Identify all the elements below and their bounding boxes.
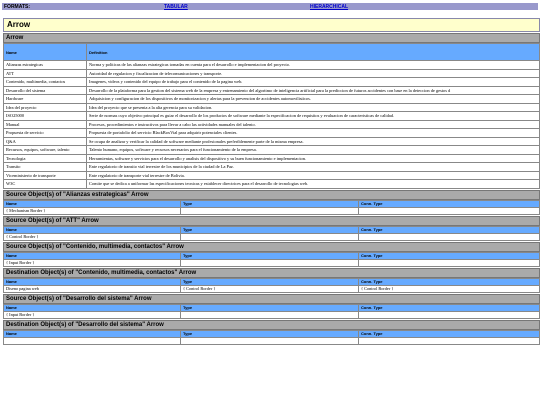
arrow-definition-cell: Idea del proyecto que se presenta a la alta gerencia para su validacion. [87,103,540,112]
object-table [3,252,540,267]
definitions-table [3,43,540,189]
table-row [4,86,540,95]
table-row [4,285,540,292]
table-row [4,69,540,78]
arrow-name-cell: ISO25000 [4,112,87,121]
object-table [3,226,540,241]
object-table [3,278,540,293]
object-type-cell [181,259,359,266]
table-row [4,259,540,266]
table-header-row [4,330,540,337]
object-type-cell: { Control Border } [181,285,359,292]
table-header-row [4,200,540,207]
table-row [4,112,540,121]
conn-type-column-header: Conn. Type [359,278,540,285]
object-section-title: Source Object(s) of "Desarrollo del sistema" Arrow [3,294,540,304]
report-content [3,18,540,345]
arrow-definition-cell: Talento humano, equipos, software y recursos necesarios para el funcionamiento de la empresa. [87,146,540,155]
name-column-header: Name [4,226,181,233]
arrow-name-cell: Transito [4,163,87,172]
name-column-header: Name [4,330,181,337]
hierarchical-link[interactable]: HIERARCHICAL [310,4,349,10]
name-column-header: Name [4,200,181,207]
object-name-cell: { Control Border } [4,233,181,240]
object-sections [3,190,540,345]
object-conn-type-cell: { Control Border } [359,285,540,292]
arrow-definition-cell: Propuesta de portafolio del servicio BlackBoxVial para adquirir potenciales clientes. [87,129,540,138]
arrow-name-cell: Tecnologia [4,154,87,163]
table-row [4,129,540,138]
object-section-title: Source Object(s) of "Alianzas estrategicas" Arrow [3,190,540,200]
arrow-definition-cell: Ente regulatorio de transporte vial terrestre de Bolivia. [87,171,540,180]
table-row [4,95,540,104]
arrow-name-cell: Contenido, multimedia, contactos [4,78,87,87]
formats-label: FORMATS: [4,4,31,10]
object-conn-type-cell [359,233,540,240]
table-header-row [4,278,540,285]
table-row [4,163,540,172]
formats-bar [2,3,538,10]
object-table [3,330,540,345]
table-row [4,103,540,112]
table-row [4,207,540,214]
object-name-cell [4,337,181,344]
table-row [4,137,540,146]
object-conn-type-cell [359,337,540,344]
name-column-header: Name [4,278,181,285]
object-type-cell [181,337,359,344]
arrow-name-cell: W3C [4,180,87,189]
object-conn-type-cell [359,311,540,318]
arrow-name-cell: Desarrollo del sistema [4,86,87,95]
definitions-body [4,61,540,189]
arrow-definition-cell: Adquisicion y configuracion de los dispositivos de monitorizacion y alertas para la prevencion de accidentes automovilisticos. [87,95,540,104]
arrow-definition-cell: Ente regulatorio de transito vial terrestre de los municipios de la ciudad de La Paz. [87,163,540,172]
arrow-definition-cell: Comite que se dedica a uniformar las especificaciones tecnicas y establecer directrices para el desarrollo de tecnologias web. [87,180,540,189]
type-column-header: Type [181,278,359,285]
table-header-row [4,44,540,61]
arrow-name-cell: Propuesta de servicio [4,129,87,138]
arrow-name-cell: Alianzas estrategicas [4,61,87,70]
object-conn-type-cell [359,259,540,266]
table-row [4,233,540,240]
object-table [3,200,540,215]
object-table [3,304,540,319]
object-name-cell: Diseno pagina web [4,285,181,292]
table-row [4,171,540,180]
object-section-title: Source Object(s) of "ATT" Arrow [3,216,540,226]
conn-type-column-header: Conn. Type [359,330,540,337]
table-row [4,78,540,87]
arrow-name-cell: Recursos, equipos, software, talento [4,146,87,155]
arrow-name-cell: ATT [4,69,87,78]
conn-type-column-header: Conn. Type [359,252,540,259]
object-section-title: Source Object(s) of "Contenido, multimedia, contactos" Arrow [3,242,540,252]
arrow-definition-cell: Desarrollo de la plataforma para la gestion del sistema web de la empresa y entrenamiento del algoritmo de inteligencia artificial para la prediccion de futuros accidentes con base en la deteccion de gestos d [87,86,540,95]
table-row [4,154,540,163]
arrow-name-cell: Manual [4,120,87,129]
arrow-definition-cell: Imagenes, videos y contenido del equipo de trabajo para el contenido de la pagina web. [87,78,540,87]
page-title: Arrow [3,18,540,32]
arrow-name-cell: Viceministerio de transporte [4,171,87,180]
arrow-definition-cell: Procesos, procedimientos e instructivos para llevar a cabo las actividades manuales del talento. [87,120,540,129]
definition-column-header: Definition [87,44,540,61]
type-column-header: Type [181,330,359,337]
table-row [4,146,540,155]
arrow-definition-cell: Herramientas, software y servicios para el desarrollo y analisis del dispositivo y su buen funcionamiento e implementacion. [87,154,540,163]
arrow-name-cell: Idea del proyecto [4,103,87,112]
name-column-header: Name [4,44,87,61]
arrow-definition-cell: Serie de normas cuyo objetivo principal es guiar el desarrollo de los productos de software mediante la especificacion de requisitos y evaluacion de caracteristicas de calidad. [87,112,540,121]
object-name-cell: { Input Border } [4,259,181,266]
table-row [4,180,540,189]
name-column-header: Name [4,304,181,311]
table-header-row [4,226,540,233]
table-row [4,120,540,129]
object-section-title: Destination Object(s) of "Contenido, multimedia, contactos" Arrow [3,268,540,278]
conn-type-column-header: Conn. Type [359,226,540,233]
object-name-cell: { Mechanism Border } [4,207,181,214]
arrow-definition-cell: Se ocupa de analizar y verificar la calidad de software mediante profesionales preferiblemente parte de la misma empresa. [87,137,540,146]
object-section-title: Destination Object(s) of "Desarrollo del sistema" Arrow [3,320,540,330]
table-header-row [4,304,540,311]
object-type-cell [181,311,359,318]
object-type-cell [181,207,359,214]
type-column-header: Type [181,226,359,233]
arrow-definition-cell: Norma y politicas de las alianzas estrategicas tomadas en cuenta para el desarrollo e implementacion del proyecto. [87,61,540,70]
type-column-header: Type [181,304,359,311]
conn-type-column-header: Conn. Type [359,304,540,311]
object-conn-type-cell [359,207,540,214]
object-type-cell [181,233,359,240]
arrow-definition-cell: Autoridad de regulacion y fiscalizacion de telecomunicaciones y transporte. [87,69,540,78]
table-row [4,61,540,70]
table-row [4,311,540,318]
conn-type-column-header: Conn. Type [359,200,540,207]
type-column-header: Type [181,200,359,207]
tabular-link[interactable]: TABULAR [164,4,188,10]
name-column-header: Name [4,252,181,259]
section-title: Arrow [3,33,540,43]
type-column-header: Type [181,252,359,259]
table-header-row [4,252,540,259]
arrow-name-cell: Hardware [4,95,87,104]
table-row [4,337,540,344]
arrow-name-cell: Q&A [4,137,87,146]
object-name-cell: { Input Border } [4,311,181,318]
